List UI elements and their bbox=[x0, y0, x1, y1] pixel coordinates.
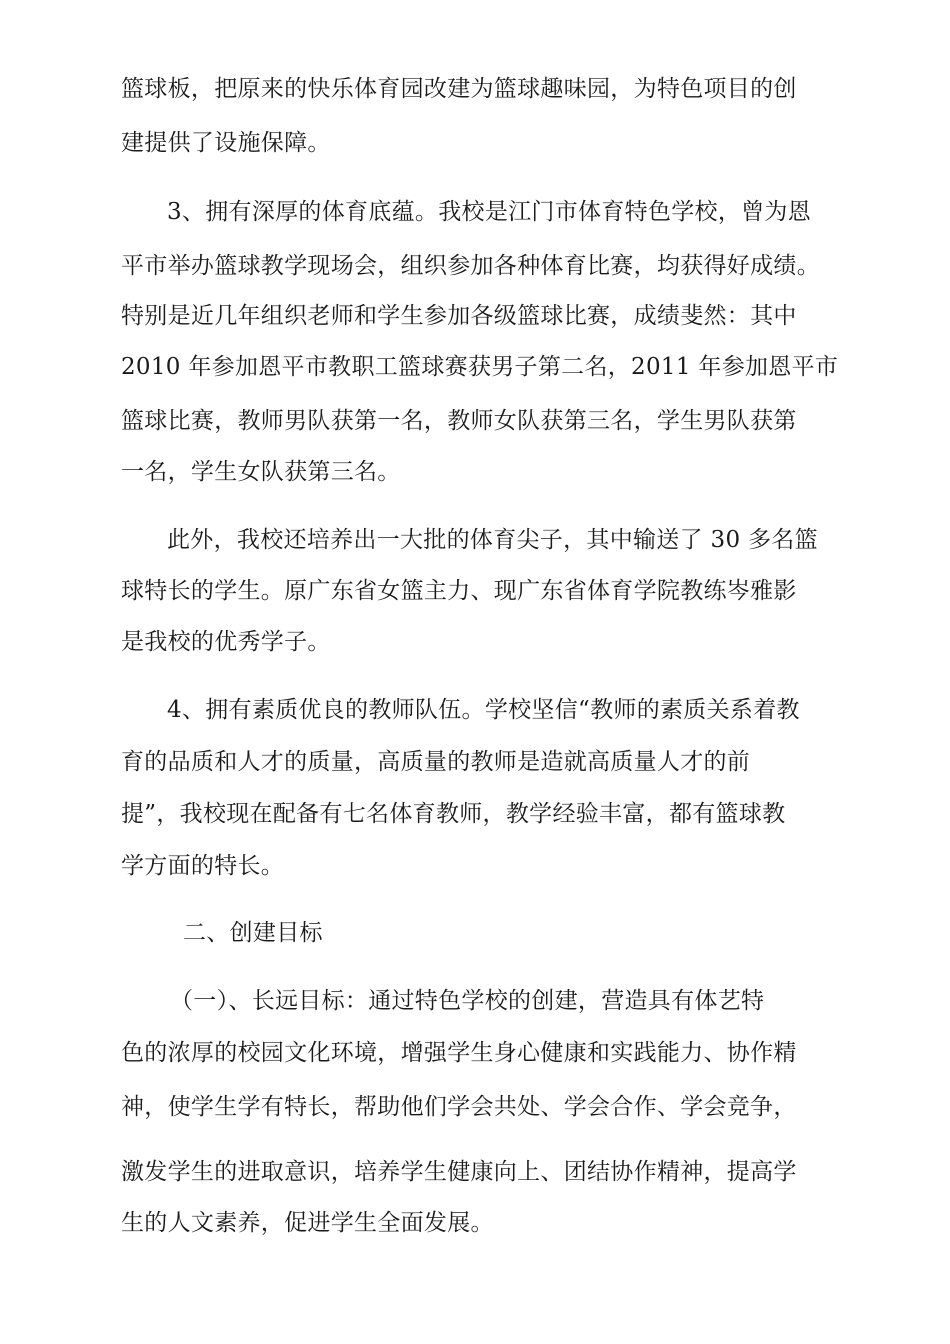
text-line: 育的品质和人才的质量，高质量的教师是造就高质量人才的前 bbox=[121, 749, 751, 775]
text-line: 4、拥有素质优良的教师队伍。学校坚信“教师的素质关系着教 bbox=[167, 697, 800, 723]
text-line: 2010 年参加恩平市教职工篮球赛获男子第二名，2011 年参加恩平市 bbox=[121, 354, 839, 380]
text-line: 提”，我校现在配备有七名体育教师，教学经验丰富，都有篮球教 bbox=[121, 801, 786, 827]
text-line: （一）、长远目标：通过特色学校的创建，营造具有体艺特 bbox=[170, 988, 765, 1014]
text-line: 3、拥有深厚的体育底蕴。我校是江门市体育特色学校，曾为恩 bbox=[167, 199, 812, 225]
text-line: 是我校的优秀学子。 bbox=[121, 629, 331, 655]
text-line: 生的人文素养，促进学生全面发展。 bbox=[121, 1210, 494, 1236]
text-line: 建提供了设施保障。 bbox=[121, 130, 331, 156]
text-line: 篮球比赛，教师男队获第一名，教师女队获第三名，学生男队获第 bbox=[121, 408, 797, 434]
text-line: 此外，我校还培养出一大批的体育尖子，其中输送了 30 多名篮 bbox=[167, 527, 818, 553]
text-line: 激发学生的进取意识，培养学生健康向上、团结协作精神，提高学 bbox=[121, 1159, 797, 1185]
text-line: 一名，学生女队获第三名。 bbox=[121, 459, 401, 485]
text-line: 平市举办篮球教学现场会，组织参加各种体育比赛，均获得好成绩。 bbox=[121, 253, 820, 279]
text-line: 球特长的学生。原广东省女篮主力、现广东省体育学院教练岑雅影 bbox=[121, 578, 797, 604]
section-heading: 二、创建目标 bbox=[183, 920, 323, 946]
text-line: 篮球板，把原来的快乐体育园改建为篮球趣味园，为特色项目的创 bbox=[121, 76, 797, 102]
text-line: 学方面的特长。 bbox=[121, 853, 285, 879]
text-line: 色的浓厚的校园文化环境，增强学生身心健康和实践能力、协作精 bbox=[121, 1040, 797, 1066]
text-line: 神，使学生学有特长，帮助他们学会共处、学会合作、学会竞争， bbox=[121, 1094, 797, 1120]
text-line: 特别是近几年组织老师和学生参加各级篮球比赛，成绩斐然：其中 bbox=[121, 303, 797, 329]
